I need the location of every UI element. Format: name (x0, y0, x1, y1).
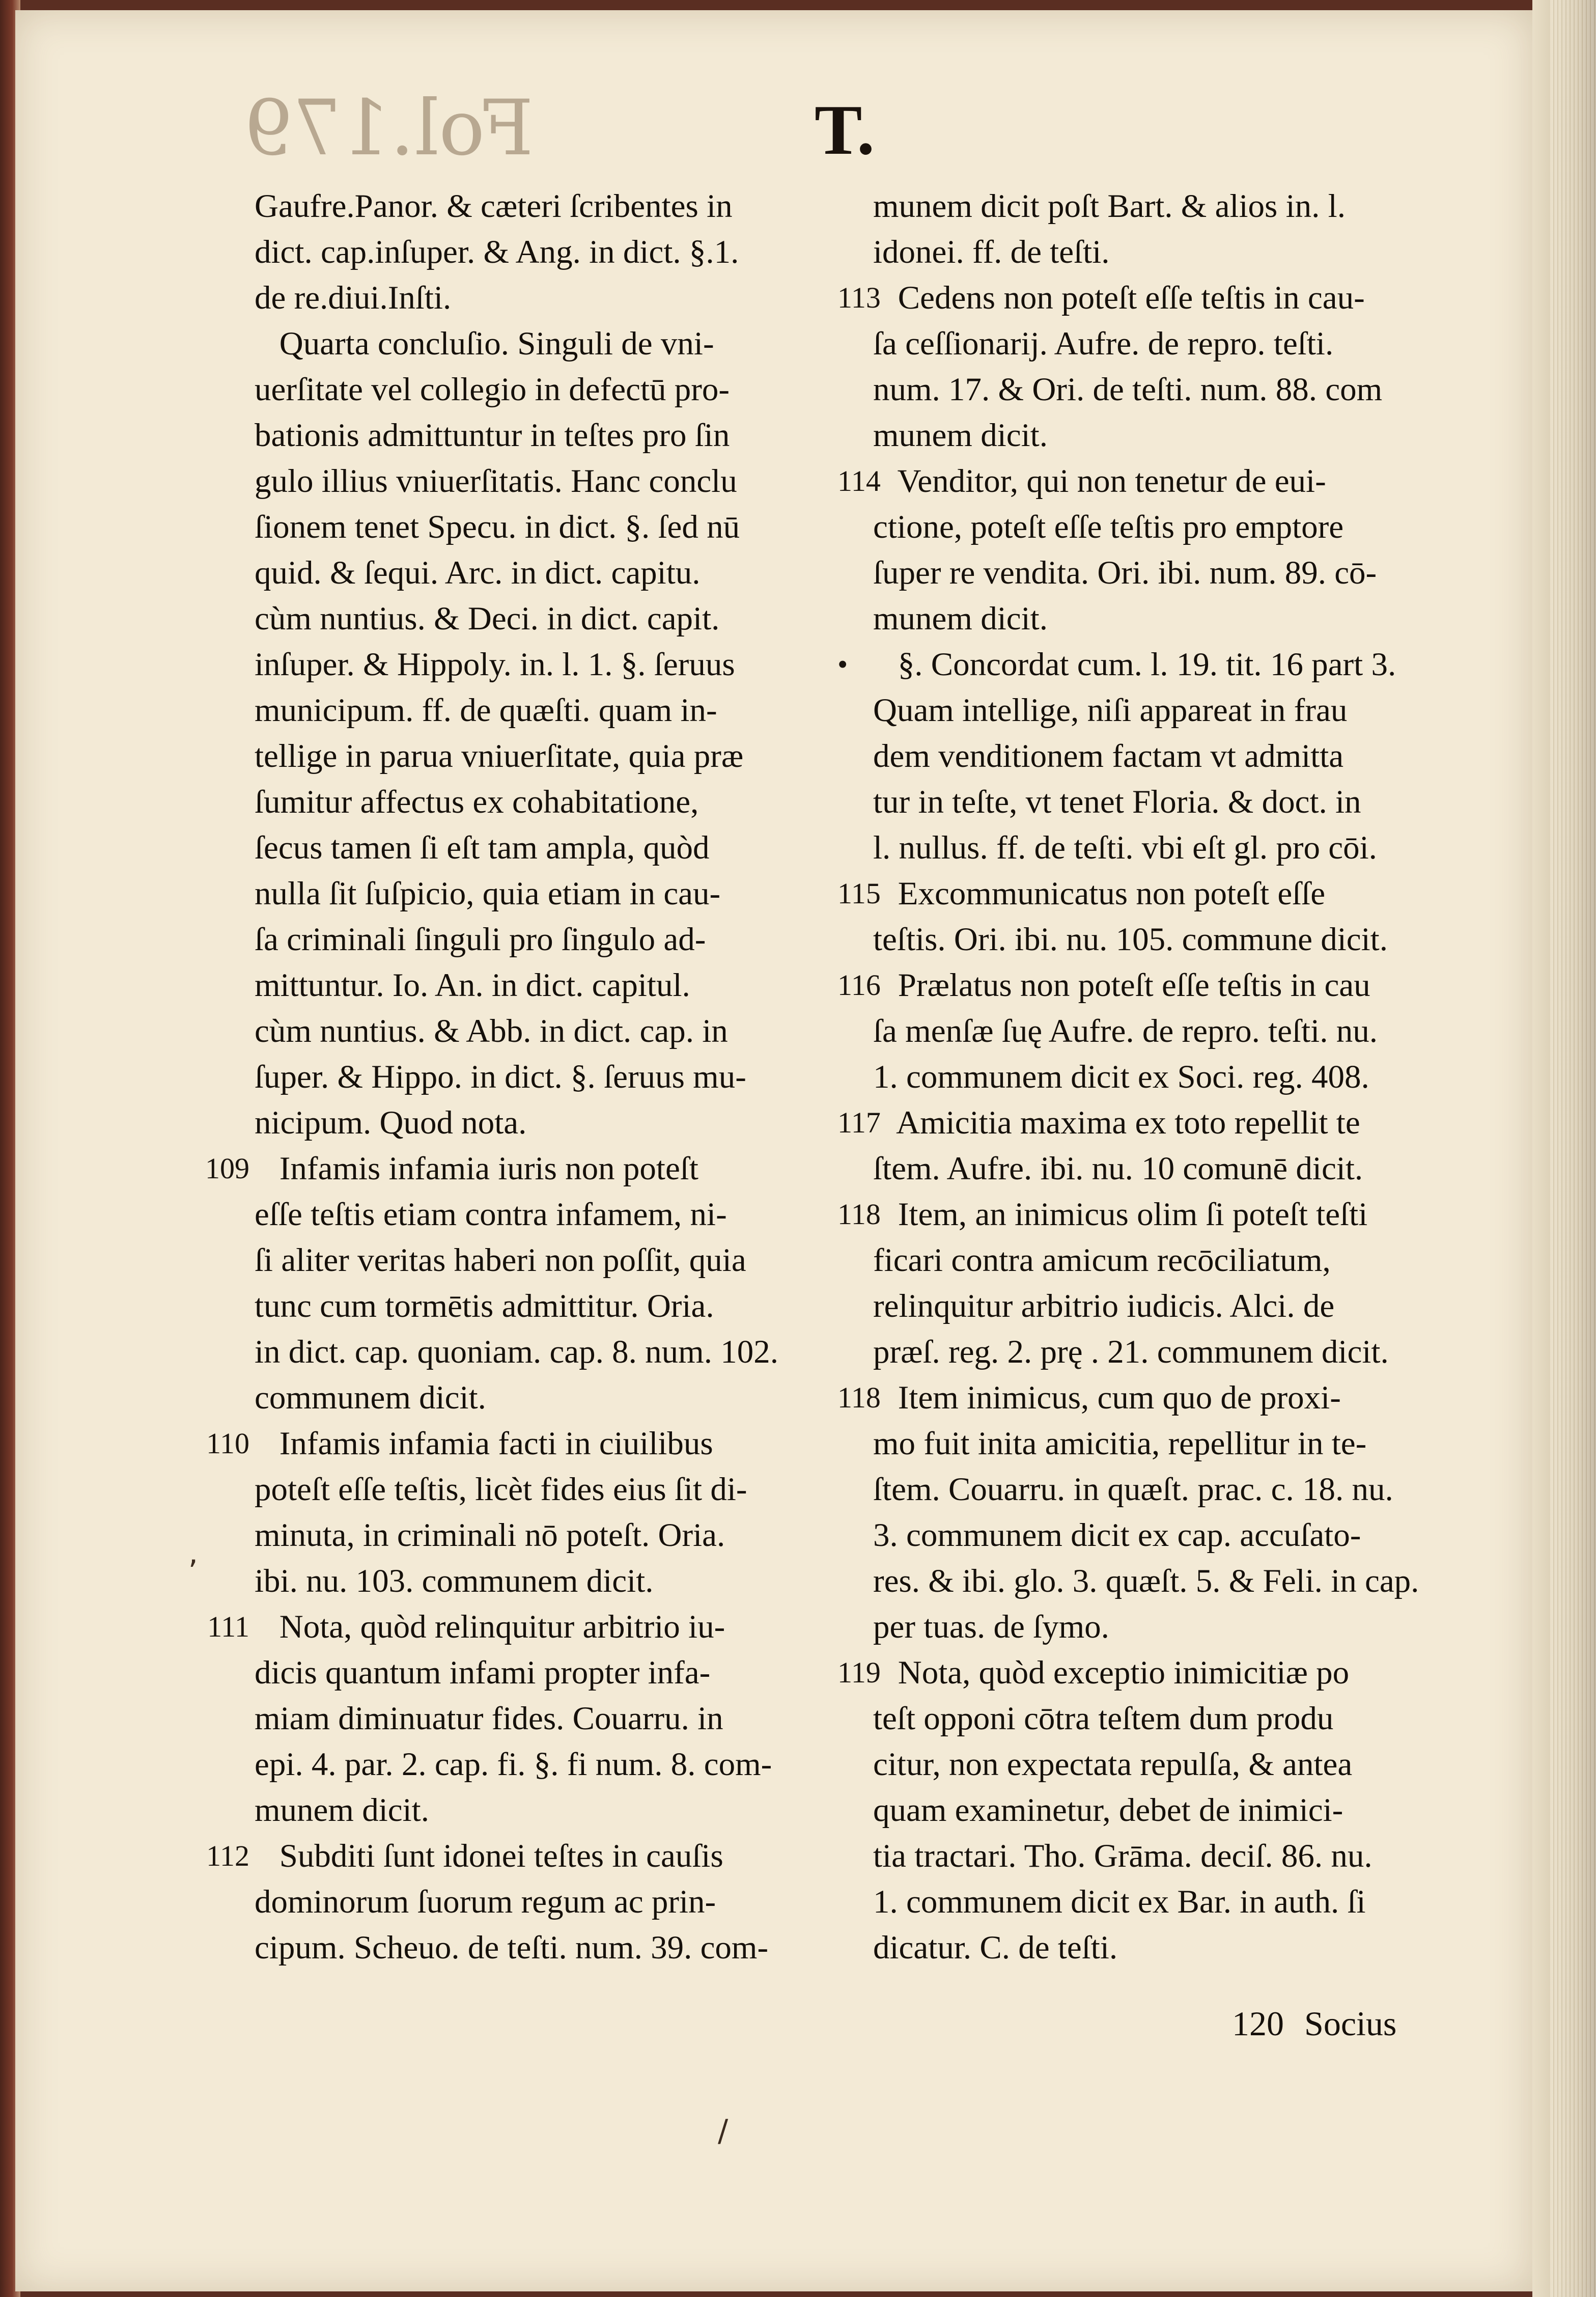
text-line (873, 1146, 1419, 1192)
text-line (255, 367, 778, 412)
text-line (837, 1375, 1419, 1421)
line-text: poteſt eſſe teſtis, licèt fides eius ſit di- (255, 1471, 747, 1508)
text-line (873, 1787, 1419, 1833)
text-line (873, 229, 1419, 275)
text-line (873, 412, 1419, 458)
line-text: res. & ibi. glo. 3. quæſt. 5. & Feli. in cap. (873, 1563, 1419, 1599)
paragraph-number: • (837, 648, 848, 681)
text-line (255, 1283, 778, 1329)
paragraph-number: 119 (837, 1656, 881, 1689)
text-line (255, 779, 778, 825)
line-text: gulo illius vniuerſitatis. Hanc conclu (255, 463, 737, 500)
text-line (255, 458, 778, 504)
line-text: l. nullus. ff. de teſti. vbi eſt gl. pro cōi. (873, 829, 1377, 866)
stacked-pages (1550, 0, 1596, 2297)
line-text: ſionem tenet Specu. in dict. §. ſed nū (255, 509, 740, 545)
line-text: 1. communem dicit ex Soci. reg. 408. (873, 1059, 1369, 1095)
line-text: Quarta concluſio. Singuli de vni- (255, 325, 714, 362)
line-text: Nota, quòd relinquitur arbitrio iu- (255, 1609, 725, 1645)
line-text: ficari contra amicum recōciliatum, (873, 1242, 1331, 1279)
line-text: per tuas. de ſymo. (873, 1609, 1109, 1645)
text-line (255, 321, 778, 367)
line-text: municipum. ff. de quæſti. quam in- (255, 692, 717, 729)
line-text: munem dicit. (255, 1792, 429, 1829)
line-text: dem venditionem factam vt admitta (873, 738, 1344, 774)
text-line (255, 962, 778, 1008)
line-text: munem dicit. (873, 417, 1048, 454)
text-line (873, 779, 1419, 825)
line-text: ſtem. Aufre. ibi. nu. 10 comunē dicit. (873, 1150, 1363, 1187)
text-line (255, 871, 778, 917)
text-line (873, 687, 1419, 733)
line-text: tellige in parua vniuerſitate, quia præ (255, 738, 744, 774)
paragraph-number: 112 (206, 1839, 249, 1872)
text-line (873, 1879, 1419, 1925)
line-text: ſa criminali ſinguli pro ſingulo ad- (255, 921, 706, 958)
catchword (1232, 2004, 1396, 2044)
line-text: Gaufre.Panor. & cæteri ſcribentes in (255, 188, 733, 225)
paragraph-number: 115 (837, 877, 881, 910)
text-line (255, 1650, 778, 1696)
right-column (837, 183, 1419, 1971)
line-text: bationis admittuntur in teſtes pro ſin (255, 417, 730, 454)
left-column (205, 183, 778, 1971)
paragraph-number: 111 (207, 1610, 249, 1643)
line-text: dicatur. C. de teſti. (873, 1929, 1118, 1966)
line-text: quid. & ſequi. Arc. in dict. capitu. (255, 555, 701, 591)
line-text: Cedens non poteſt eſſe teſtis in cau- (873, 280, 1365, 316)
line-text: inſuper. & Hippoly. in. l. 1. §. ſeruus (255, 646, 735, 683)
line-text: in dict. cap. quoniam. cap. 8. num. 102. (255, 1334, 778, 1370)
line-text: Item, an inimicus olim ſi poteſt teſti (873, 1196, 1368, 1233)
line-text: Nota, quòd exceptio inimicitiæ po (873, 1654, 1350, 1691)
line-text: communem dicit. (255, 1379, 486, 1416)
text-line (255, 1237, 778, 1283)
margin-mark: , (188, 1535, 199, 1571)
line-text: Infamis infamia facti in ciuilibus (255, 1425, 713, 1462)
paragraph-number: 116 (837, 968, 881, 1002)
line-text: 1. communem dicit ex Bar. in auth. ſi (873, 1884, 1366, 1920)
line-text: 3. communem dicit ex cap. accuſato- (873, 1517, 1361, 1554)
line-text: tia tractari. Tho. Grāma. deciſ. 86. nu. (873, 1838, 1373, 1874)
line-text: ſuper. & Hippo. in dict. §. ſeruus mu- (255, 1059, 746, 1095)
text-line (873, 917, 1419, 962)
text-line (873, 1237, 1419, 1283)
line-text: Amicitia maxima ex toto repellit te (873, 1104, 1360, 1141)
text-line (255, 1925, 778, 1971)
text-line (873, 1054, 1419, 1100)
text-line (837, 962, 1419, 1008)
line-text: §. Concordat cum. l. 19. tit. 16 part 3. (873, 646, 1396, 683)
line-text: munem dicit poſt Bart. & alios in. l. (873, 188, 1346, 225)
text-line (255, 1466, 778, 1512)
text-line (873, 1925, 1419, 1971)
line-text: cùm nuntius. & Deci. in dict. capit. (255, 600, 720, 637)
text-line (873, 321, 1419, 367)
text-line (873, 183, 1419, 229)
line-text: de re.diui.Inſti. (255, 280, 452, 316)
text-line (255, 183, 778, 229)
line-text: præſ. reg. 2. prę . 21. communem dicit. (873, 1334, 1389, 1370)
text-line (837, 871, 1419, 917)
text-line (255, 1329, 778, 1375)
line-text: teſt opponi cōtra teſtem dum produ (873, 1700, 1334, 1737)
text-line (255, 1375, 778, 1421)
text-line (837, 1100, 1419, 1146)
text-line (873, 1512, 1419, 1558)
catchword-number: 120 (1232, 2004, 1284, 2043)
text-line (837, 642, 1419, 687)
paragraph-number: 118 (837, 1381, 881, 1414)
line-text: relinquitur arbitrio iudicis. Alci. de (873, 1288, 1335, 1324)
text-line (873, 1329, 1419, 1375)
line-text: cùm nuntius. & Abb. in dict. cap. in (255, 1013, 728, 1049)
margin-mark: / (718, 2113, 729, 2149)
line-text: cipum. Scheuo. de teſti. num. 39. com- (255, 1929, 769, 1966)
text-line (873, 825, 1419, 871)
text-line (206, 1421, 778, 1466)
line-text: Infamis infamia iuris non poteſt (255, 1150, 698, 1187)
line-text: munem dicit. (873, 600, 1048, 637)
text-line (255, 1100, 778, 1146)
text-line (255, 504, 778, 550)
text-line (255, 1054, 778, 1100)
text-line (255, 1741, 778, 1787)
line-text: ſumitur affectus ex cohabitatione, (255, 784, 699, 820)
line-text: nicipum. Quod nota. (255, 1104, 527, 1141)
text-line (255, 1696, 778, 1741)
line-text: ſa ceſſionarij. Aufre. de repro. teſti. (873, 325, 1334, 362)
line-text: ctione, poteſt eſſe teſtis pro emptore (873, 509, 1344, 545)
text-line (206, 1833, 778, 1879)
line-text: eſſe teſtis etiam contra infamem, ni- (255, 1196, 727, 1233)
text-line (255, 412, 778, 458)
text-line (873, 1466, 1419, 1512)
line-text: num. 17. & Ori. de teſti. num. 88. com (873, 371, 1383, 408)
line-text: ſa menſæ ſuę Aufre. de repro. teſti. nu. (873, 1013, 1378, 1049)
line-text: ſtem. Couarru. in quæſt. prac. c. 18. nu. (873, 1471, 1393, 1508)
text-line (255, 1787, 778, 1833)
text-line (255, 642, 778, 687)
text-line (255, 1008, 778, 1054)
line-text: ſi aliter veritas haberi non poſſit, quia (255, 1242, 746, 1279)
text-line (255, 596, 778, 642)
text-line (873, 733, 1419, 779)
text-line (873, 596, 1419, 642)
text-line (255, 1512, 778, 1558)
text-line (255, 917, 778, 962)
line-text: miam diminuatur fides. Couarru. in (255, 1700, 723, 1737)
line-text: uerſitate vel collegio in defectū pro- (255, 371, 730, 408)
text-line (873, 1008, 1419, 1054)
line-text: tunc cum tormētis admittitur. Oria. (255, 1288, 714, 1324)
text-line (255, 825, 778, 871)
text-line (873, 550, 1419, 596)
line-text: teſtis. Ori. ibi. nu. 105. commune dicit. (873, 921, 1388, 958)
text-line (837, 1650, 1419, 1696)
line-text: epi. 4. par. 2. cap. fi. §. fi num. 8. com- (255, 1746, 772, 1783)
line-text: Quam intellige, niſi appareat in frau (873, 692, 1348, 729)
line-text: Prælatus non poteſt eſſe teſtis in cau (873, 967, 1370, 1004)
line-text: ſecus tamen ſi eſt tam ampla, quòd (255, 829, 710, 866)
line-text: dicis quantum infami propter infa- (255, 1654, 711, 1691)
line-text: Item inimicus, cum quo de proxi- (873, 1379, 1341, 1416)
text-line (837, 1192, 1419, 1237)
line-text: quam examinetur, debet de inimici- (873, 1792, 1343, 1829)
text-line (255, 1879, 778, 1925)
text-line (255, 275, 778, 321)
text-line (207, 1604, 778, 1650)
paragraph-number: 114 (837, 464, 881, 497)
text-line (255, 1558, 778, 1604)
text-line (873, 1604, 1419, 1650)
line-text: nulla ſit ſuſpicio, quia etiam in cau- (255, 875, 721, 912)
text-line (255, 550, 778, 596)
text-line (873, 1421, 1419, 1466)
line-text: citur, non expectata repulſa, & antea (873, 1746, 1353, 1783)
paragraph-number: 117 (837, 1106, 881, 1139)
text-line (255, 1192, 778, 1237)
text-line (837, 458, 1419, 504)
line-text: Subditi ſunt idonei teſtes in cauſis (255, 1838, 723, 1874)
running-head-letter: T. (815, 91, 875, 170)
text-line (205, 1146, 778, 1192)
text-line (873, 1283, 1419, 1329)
text-line (873, 1696, 1419, 1741)
line-text: Excommunicatus non poteſt eſſe (873, 875, 1326, 912)
paragraph-number: 110 (206, 1427, 249, 1460)
bleed-through-folio: Fol.179 (244, 84, 534, 173)
line-text: Venditor, qui non tenetur de eui- (873, 463, 1326, 500)
line-text: dict. cap.inſuper. & Ang. in dict. §.1. (255, 234, 739, 270)
line-text: mo fuit inita amicitia, repellitur in te- (873, 1425, 1367, 1462)
text-line (873, 1558, 1419, 1604)
text-line (255, 733, 778, 779)
text-line (255, 229, 778, 275)
line-text: ibi. nu. 103. communem dicit. (255, 1563, 654, 1599)
text-line (873, 1833, 1419, 1879)
paragraph-number: 118 (837, 1198, 881, 1231)
paragraph-number: 113 (837, 281, 881, 314)
line-text: idonei. ff. de teſti. (873, 234, 1110, 270)
catchword-text: Socius (1304, 2004, 1397, 2043)
text-line (255, 687, 778, 733)
text-line (837, 275, 1419, 321)
text-line (873, 1741, 1419, 1787)
text-line (873, 367, 1419, 412)
line-text: tur in teſte, vt tenet Floria. & doct. in (873, 784, 1361, 820)
line-text: mittuntur. Io. An. in dict. capitul. (255, 967, 690, 1004)
line-text: ſuper re vendita. Ori. ibi. num. 89. cō- (873, 555, 1377, 591)
text-line (873, 504, 1419, 550)
line-text: dominorum ſuorum regum ac prin- (255, 1884, 716, 1920)
paragraph-number: 109 (205, 1152, 249, 1185)
line-text: minuta, in criminali nō poteſt. Oria. (255, 1517, 725, 1554)
